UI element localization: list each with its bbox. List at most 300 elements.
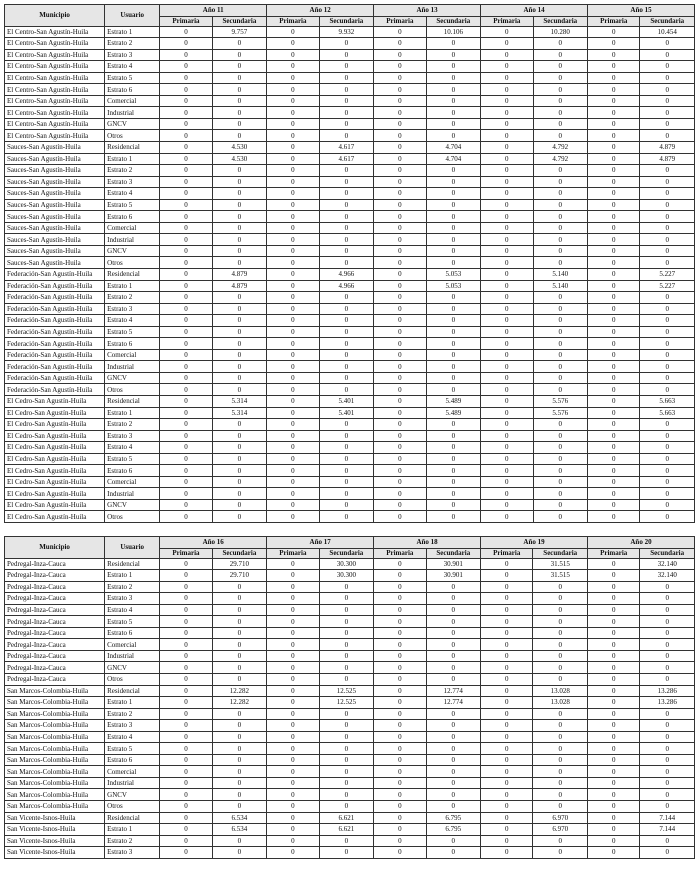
cell-primaria: 0 xyxy=(160,396,212,408)
cell-municipio: El Cedro-San Agustín-Huila xyxy=(5,396,105,408)
cell-municipio: Pedregal-Inza-Cauca xyxy=(5,593,105,605)
cell-secundaria: 0 xyxy=(533,650,587,662)
cell-primaria: 0 xyxy=(587,847,639,859)
cell-usuario: Estrato 2 xyxy=(105,835,160,847)
cell-secundaria: 0 xyxy=(640,292,695,304)
cell-primaria: 0 xyxy=(481,384,533,396)
cell-municipio: San Vicente-Isnos-Huila xyxy=(5,847,105,859)
cell-municipio: San Marcos-Colombia-Huila xyxy=(5,777,105,789)
cell-usuario: Otros xyxy=(105,511,160,523)
cell-primaria: 0 xyxy=(267,789,319,801)
cell-primaria: 0 xyxy=(267,95,319,107)
cell-municipio: El Centro-San Agustín-Huila xyxy=(5,49,105,61)
cell-secundaria: 5.227 xyxy=(640,280,695,292)
cell-usuario: Estrato 5 xyxy=(105,326,160,338)
cell-secundaria: 0 xyxy=(319,499,373,511)
cell-secundaria: 0 xyxy=(640,453,695,465)
header-year: Año 19 xyxy=(481,537,588,549)
cell-secundaria: 0 xyxy=(533,488,587,500)
cell-primaria: 0 xyxy=(374,835,426,847)
cell-secundaria: 0 xyxy=(319,662,373,674)
cell-secundaria: 0 xyxy=(640,384,695,396)
cell-secundaria: 0 xyxy=(426,616,480,628)
table-row xyxy=(5,419,695,431)
cell-secundaria: 0 xyxy=(640,199,695,211)
header-year: Año 16 xyxy=(160,537,267,549)
cell-primaria: 0 xyxy=(481,697,533,709)
cell-usuario: GNCV xyxy=(105,118,160,130)
cell-secundaria: 0 xyxy=(212,499,266,511)
cell-municipio: El Centro-San Agustín-Huila xyxy=(5,107,105,119)
cell-municipio: Sauces-San Agustín-Huila xyxy=(5,257,105,269)
cell-secundaria: 0 xyxy=(212,118,266,130)
header-primaria: Primaria xyxy=(374,16,426,26)
cell-secundaria: 0 xyxy=(212,292,266,304)
cell-secundaria: 0 xyxy=(212,754,266,766)
cell-secundaria: 5.140 xyxy=(533,280,587,292)
cell-primaria: 0 xyxy=(267,581,319,593)
cell-municipio: El Cedro-San Agustín-Huila xyxy=(5,511,105,523)
cell-secundaria: 0 xyxy=(319,95,373,107)
cell-usuario: Estrato 1 xyxy=(105,153,160,165)
cell-primaria: 0 xyxy=(160,847,212,859)
cell-primaria: 0 xyxy=(374,396,426,408)
cell-primaria: 0 xyxy=(481,453,533,465)
cell-secundaria: 0 xyxy=(640,476,695,488)
cell-usuario: Estrato 4 xyxy=(105,731,160,743)
cell-secundaria: 0 xyxy=(533,361,587,373)
cell-usuario: Industrial xyxy=(105,361,160,373)
cell-primaria: 0 xyxy=(481,650,533,662)
cell-secundaria: 0 xyxy=(319,731,373,743)
cell-usuario: Industrial xyxy=(105,488,160,500)
cell-secundaria: 0 xyxy=(533,627,587,639)
header-year: Año 11 xyxy=(160,5,267,17)
cell-municipio: El Centro-San Agustín-Huila xyxy=(5,130,105,142)
cell-secundaria: 0 xyxy=(426,465,480,477)
cell-usuario: GNCV xyxy=(105,499,160,511)
cell-secundaria: 0 xyxy=(212,245,266,257)
cell-primaria: 0 xyxy=(160,245,212,257)
cell-municipio: El Centro-San Agustín-Huila xyxy=(5,84,105,96)
cell-secundaria: 6.534 xyxy=(212,824,266,836)
cell-secundaria: 5.314 xyxy=(212,396,266,408)
cell-secundaria: 0 xyxy=(426,361,480,373)
cell-primaria: 0 xyxy=(374,257,426,269)
cell-primaria: 0 xyxy=(587,581,639,593)
cell-secundaria: 6.970 xyxy=(533,812,587,824)
cell-primaria: 0 xyxy=(267,372,319,384)
cell-primaria: 0 xyxy=(588,95,640,107)
cell-secundaria: 0 xyxy=(426,581,480,593)
cell-primaria: 0 xyxy=(481,292,533,304)
cell-primaria: 0 xyxy=(481,731,533,743)
cell-secundaria: 0 xyxy=(319,593,373,605)
cell-secundaria: 0 xyxy=(319,222,373,234)
table-row xyxy=(5,604,695,616)
cell-municipio: Federación-San Agustín-Huila xyxy=(5,280,105,292)
table-row xyxy=(5,222,695,234)
cell-primaria: 0 xyxy=(481,812,533,824)
cell-secundaria: 0 xyxy=(640,176,695,188)
cell-primaria: 0 xyxy=(374,789,426,801)
cell-secundaria: 0 xyxy=(212,303,266,315)
cell-secundaria: 0 xyxy=(212,95,266,107)
cell-municipio: Pedregal-Inza-Cauca xyxy=(5,570,105,582)
cell-primaria: 0 xyxy=(374,430,426,442)
cell-primaria: 0 xyxy=(374,720,426,732)
table-row xyxy=(5,708,695,720)
cell-primaria: 0 xyxy=(481,303,533,315)
table-row xyxy=(5,570,695,582)
cell-secundaria: 0 xyxy=(426,61,480,73)
cell-primaria: 0 xyxy=(160,211,212,223)
cell-secundaria: 0 xyxy=(533,511,587,523)
cell-usuario: Residencial xyxy=(105,812,160,824)
cell-primaria: 0 xyxy=(587,604,639,616)
cell-usuario: Estrato 1 xyxy=(105,26,160,38)
cell-primaria: 0 xyxy=(160,720,212,732)
cell-secundaria: 5.140 xyxy=(533,268,587,280)
table-row xyxy=(5,673,695,685)
cell-primaria: 0 xyxy=(588,153,640,165)
cell-primaria: 0 xyxy=(374,61,426,73)
cell-secundaria: 0 xyxy=(533,835,587,847)
cell-primaria: 0 xyxy=(160,234,212,246)
table-row xyxy=(5,396,695,408)
cell-secundaria: 10.106 xyxy=(426,26,480,38)
cell-primaria: 0 xyxy=(374,627,426,639)
cell-primaria: 0 xyxy=(374,165,426,177)
cell-primaria: 0 xyxy=(481,720,533,732)
table-row xyxy=(5,153,695,165)
table-row xyxy=(5,720,695,732)
cell-primaria: 0 xyxy=(481,118,533,130)
cell-secundaria: 12.774 xyxy=(426,685,480,697)
cell-secundaria: 0 xyxy=(212,777,266,789)
cell-primaria: 0 xyxy=(160,789,212,801)
header-secundaria: Secundaria xyxy=(426,548,480,558)
header-secundaria: Secundaria xyxy=(640,548,695,558)
cell-usuario: Industrial xyxy=(105,107,160,119)
cell-municipio: Pedregal-Inza-Cauca xyxy=(5,581,105,593)
cell-primaria: 0 xyxy=(587,720,639,732)
cell-municipio: San Marcos-Colombia-Huila xyxy=(5,743,105,755)
header-secundaria: Secundaria xyxy=(533,548,587,558)
cell-municipio: Federación-San Agustín-Huila xyxy=(5,384,105,396)
cell-primaria: 0 xyxy=(481,616,533,628)
cell-secundaria: 0 xyxy=(533,465,587,477)
cell-secundaria: 0 xyxy=(640,61,695,73)
cell-primaria: 0 xyxy=(267,165,319,177)
cell-primaria: 0 xyxy=(481,558,533,570)
cell-secundaria: 0 xyxy=(640,361,695,373)
cell-secundaria: 0 xyxy=(212,789,266,801)
cell-secundaria: 0 xyxy=(319,61,373,73)
cell-primaria: 0 xyxy=(481,685,533,697)
cell-secundaria: 0 xyxy=(319,835,373,847)
cell-secundaria: 0 xyxy=(212,107,266,119)
cell-primaria: 0 xyxy=(374,268,426,280)
cell-secundaria: 0 xyxy=(426,777,480,789)
table-row xyxy=(5,130,695,142)
cell-primaria: 0 xyxy=(588,407,640,419)
cell-primaria: 0 xyxy=(160,95,212,107)
table-row xyxy=(5,84,695,96)
cell-usuario: Comercial xyxy=(105,349,160,361)
cell-primaria: 0 xyxy=(588,165,640,177)
cell-municipio: El Centro-San Agustín-Huila xyxy=(5,38,105,50)
cell-primaria: 0 xyxy=(267,407,319,419)
header-primaria: Primaria xyxy=(588,16,640,26)
cell-secundaria: 0 xyxy=(533,292,587,304)
cell-usuario: Estrato 4 xyxy=(105,61,160,73)
cell-primaria: 0 xyxy=(160,465,212,477)
header-municipio: Municipio xyxy=(5,5,105,27)
cell-secundaria: 12.525 xyxy=(319,685,373,697)
table-row xyxy=(5,847,695,859)
cell-municipio: El Cedro-San Agustín-Huila xyxy=(5,407,105,419)
cell-secundaria: 5.401 xyxy=(319,407,373,419)
cell-primaria: 0 xyxy=(374,499,426,511)
cell-primaria: 0 xyxy=(587,558,639,570)
cell-secundaria: 4.792 xyxy=(533,141,587,153)
cell-primaria: 0 xyxy=(374,847,426,859)
cell-primaria: 0 xyxy=(160,488,212,500)
cell-secundaria: 0 xyxy=(319,801,373,813)
cell-secundaria: 0 xyxy=(533,95,587,107)
cell-secundaria: 29.710 xyxy=(212,558,266,570)
cell-municipio: Sauces-San Agustín-Huila xyxy=(5,176,105,188)
cell-municipio: San Marcos-Colombia-Huila xyxy=(5,720,105,732)
cell-secundaria: 0 xyxy=(640,593,695,605)
cell-municipio: Federación-San Agustín-Huila xyxy=(5,361,105,373)
cell-usuario: Comercial xyxy=(105,222,160,234)
cell-primaria: 0 xyxy=(587,835,639,847)
cell-primaria: 0 xyxy=(481,511,533,523)
table-row xyxy=(5,789,695,801)
cell-municipio: Sauces-San Agustín-Huila xyxy=(5,199,105,211)
cell-secundaria: 4.530 xyxy=(212,153,266,165)
table-row xyxy=(5,257,695,269)
cell-primaria: 0 xyxy=(374,570,426,582)
cell-usuario: Industrial xyxy=(105,234,160,246)
cell-primaria: 0 xyxy=(481,38,533,50)
table-row xyxy=(5,349,695,361)
cell-primaria: 0 xyxy=(267,766,319,778)
cell-secundaria: 0 xyxy=(426,476,480,488)
cell-municipio: El Cedro-San Agustín-Huila xyxy=(5,488,105,500)
cell-primaria: 0 xyxy=(160,326,212,338)
cell-primaria: 0 xyxy=(481,407,533,419)
cell-primaria: 0 xyxy=(587,662,639,674)
cell-secundaria: 0 xyxy=(212,176,266,188)
cell-primaria: 0 xyxy=(374,650,426,662)
header-secundaria: Secundaria xyxy=(212,548,266,558)
cell-usuario: Otros xyxy=(105,257,160,269)
table-row xyxy=(5,639,695,651)
cell-primaria: 0 xyxy=(267,338,319,350)
cell-secundaria: 7.144 xyxy=(640,824,695,836)
cell-primaria: 0 xyxy=(267,257,319,269)
cell-primaria: 0 xyxy=(587,697,639,709)
cell-secundaria: 5.489 xyxy=(426,396,480,408)
cell-secundaria: 0 xyxy=(533,731,587,743)
cell-secundaria: 5.227 xyxy=(640,268,695,280)
cell-secundaria: 0 xyxy=(640,245,695,257)
table-body xyxy=(5,26,695,523)
cell-secundaria: 0 xyxy=(212,384,266,396)
cell-secundaria: 0 xyxy=(640,338,695,350)
header-primaria: Primaria xyxy=(481,16,533,26)
cell-secundaria: 0 xyxy=(319,511,373,523)
cell-primaria: 0 xyxy=(374,824,426,836)
cell-municipio: San Marcos-Colombia-Huila xyxy=(5,708,105,720)
cell-primaria: 0 xyxy=(267,720,319,732)
cell-secundaria: 0 xyxy=(640,743,695,755)
cell-primaria: 0 xyxy=(160,268,212,280)
cell-municipio: San Vicente-Isnos-Huila xyxy=(5,812,105,824)
cell-municipio: Federación-San Agustín-Huila xyxy=(5,315,105,327)
cell-secundaria: 0 xyxy=(533,743,587,755)
cell-secundaria: 0 xyxy=(212,476,266,488)
cell-secundaria: 0 xyxy=(319,442,373,454)
cell-primaria: 0 xyxy=(160,558,212,570)
cell-usuario: Estrato 1 xyxy=(105,824,160,836)
cell-secundaria: 0 xyxy=(640,211,695,223)
cell-secundaria: 0 xyxy=(212,604,266,616)
cell-primaria: 0 xyxy=(481,708,533,720)
table-row xyxy=(5,766,695,778)
cell-primaria: 0 xyxy=(374,685,426,697)
cell-primaria: 0 xyxy=(267,697,319,709)
cell-secundaria: 0 xyxy=(212,639,266,651)
cell-secundaria: 0 xyxy=(533,61,587,73)
cell-primaria: 0 xyxy=(481,280,533,292)
cell-primaria: 0 xyxy=(587,616,639,628)
cell-primaria: 0 xyxy=(160,407,212,419)
cell-secundaria: 0 xyxy=(533,176,587,188)
cell-primaria: 0 xyxy=(160,292,212,304)
cell-secundaria: 4.966 xyxy=(319,280,373,292)
cell-secundaria: 4.879 xyxy=(640,153,695,165)
cell-primaria: 0 xyxy=(587,685,639,697)
cell-secundaria: 0 xyxy=(426,372,480,384)
cell-primaria: 0 xyxy=(374,604,426,616)
header-secundaria: Secundaria xyxy=(319,16,373,26)
cell-secundaria: 30.300 xyxy=(319,570,373,582)
cell-primaria: 0 xyxy=(160,222,212,234)
cell-primaria: 0 xyxy=(374,338,426,350)
cell-primaria: 0 xyxy=(374,130,426,142)
cell-secundaria: 0 xyxy=(640,465,695,477)
cell-secundaria: 0 xyxy=(426,662,480,674)
cell-primaria: 0 xyxy=(481,245,533,257)
cell-usuario: GNCV xyxy=(105,662,160,674)
cell-secundaria: 5.663 xyxy=(640,407,695,419)
cell-primaria: 0 xyxy=(588,38,640,50)
cell-primaria: 0 xyxy=(481,165,533,177)
table-row xyxy=(5,499,695,511)
cell-secundaria: 0 xyxy=(533,476,587,488)
cell-primaria: 0 xyxy=(160,165,212,177)
cell-municipio: Sauces-San Agustín-Huila xyxy=(5,245,105,257)
cell-municipio: El Cedro-San Agustín-Huila xyxy=(5,419,105,431)
cell-primaria: 0 xyxy=(588,118,640,130)
cell-secundaria: 0 xyxy=(319,349,373,361)
cell-primaria: 0 xyxy=(481,789,533,801)
cell-primaria: 0 xyxy=(267,465,319,477)
cell-municipio: El Centro-San Agustín-Huila xyxy=(5,95,105,107)
cell-primaria: 0 xyxy=(481,361,533,373)
cell-secundaria: 10.280 xyxy=(533,26,587,38)
cell-secundaria: 0 xyxy=(319,720,373,732)
cell-usuario: Estrato 5 xyxy=(105,616,160,628)
cell-secundaria: 0 xyxy=(212,338,266,350)
consumption-table-years-16-20 xyxy=(4,536,695,859)
cell-secundaria: 0 xyxy=(319,673,373,685)
cell-primaria: 0 xyxy=(374,372,426,384)
cell-secundaria: 13.028 xyxy=(533,685,587,697)
cell-usuario: Estrato 3 xyxy=(105,593,160,605)
cell-secundaria: 0 xyxy=(426,326,480,338)
cell-secundaria: 6.795 xyxy=(426,812,480,824)
cell-secundaria: 0 xyxy=(212,326,266,338)
cell-secundaria: 0 xyxy=(319,234,373,246)
cell-secundaria: 0 xyxy=(426,338,480,350)
cell-municipio: Sauces-San Agustín-Huila xyxy=(5,211,105,223)
cell-secundaria: 0 xyxy=(533,499,587,511)
cell-primaria: 0 xyxy=(160,604,212,616)
cell-secundaria: 0 xyxy=(426,245,480,257)
cell-municipio: El Centro-San Agustín-Huila xyxy=(5,72,105,84)
cell-primaria: 0 xyxy=(267,61,319,73)
cell-secundaria: 0 xyxy=(426,303,480,315)
cell-secundaria: 0 xyxy=(212,234,266,246)
cell-secundaria: 6.534 xyxy=(212,812,266,824)
cell-municipio: Federación-San Agustín-Huila xyxy=(5,326,105,338)
cell-primaria: 0 xyxy=(374,766,426,778)
cell-primaria: 0 xyxy=(267,743,319,755)
cell-secundaria: 0 xyxy=(212,199,266,211)
cell-usuario: Estrato 1 xyxy=(105,570,160,582)
cell-primaria: 0 xyxy=(588,141,640,153)
cell-secundaria: 0 xyxy=(319,130,373,142)
cell-primaria: 0 xyxy=(481,49,533,61)
cell-primaria: 0 xyxy=(267,499,319,511)
cell-secundaria: 0 xyxy=(212,835,266,847)
cell-primaria: 0 xyxy=(374,26,426,38)
cell-municipio: Pedregal-Inza-Cauca xyxy=(5,662,105,674)
cell-primaria: 0 xyxy=(160,49,212,61)
cell-secundaria: 0 xyxy=(426,627,480,639)
cell-primaria: 0 xyxy=(267,835,319,847)
cell-secundaria: 6.970 xyxy=(533,824,587,836)
table-row xyxy=(5,95,695,107)
cell-primaria: 0 xyxy=(587,801,639,813)
cell-primaria: 0 xyxy=(160,570,212,582)
cell-primaria: 0 xyxy=(267,384,319,396)
cell-primaria: 0 xyxy=(374,107,426,119)
cell-primaria: 0 xyxy=(587,743,639,755)
cell-secundaria: 0 xyxy=(426,130,480,142)
cell-secundaria: 0 xyxy=(426,743,480,755)
cell-primaria: 0 xyxy=(267,673,319,685)
cell-primaria: 0 xyxy=(588,338,640,350)
cell-primaria: 0 xyxy=(267,824,319,836)
cell-secundaria: 0 xyxy=(426,222,480,234)
cell-secundaria: 0 xyxy=(319,789,373,801)
